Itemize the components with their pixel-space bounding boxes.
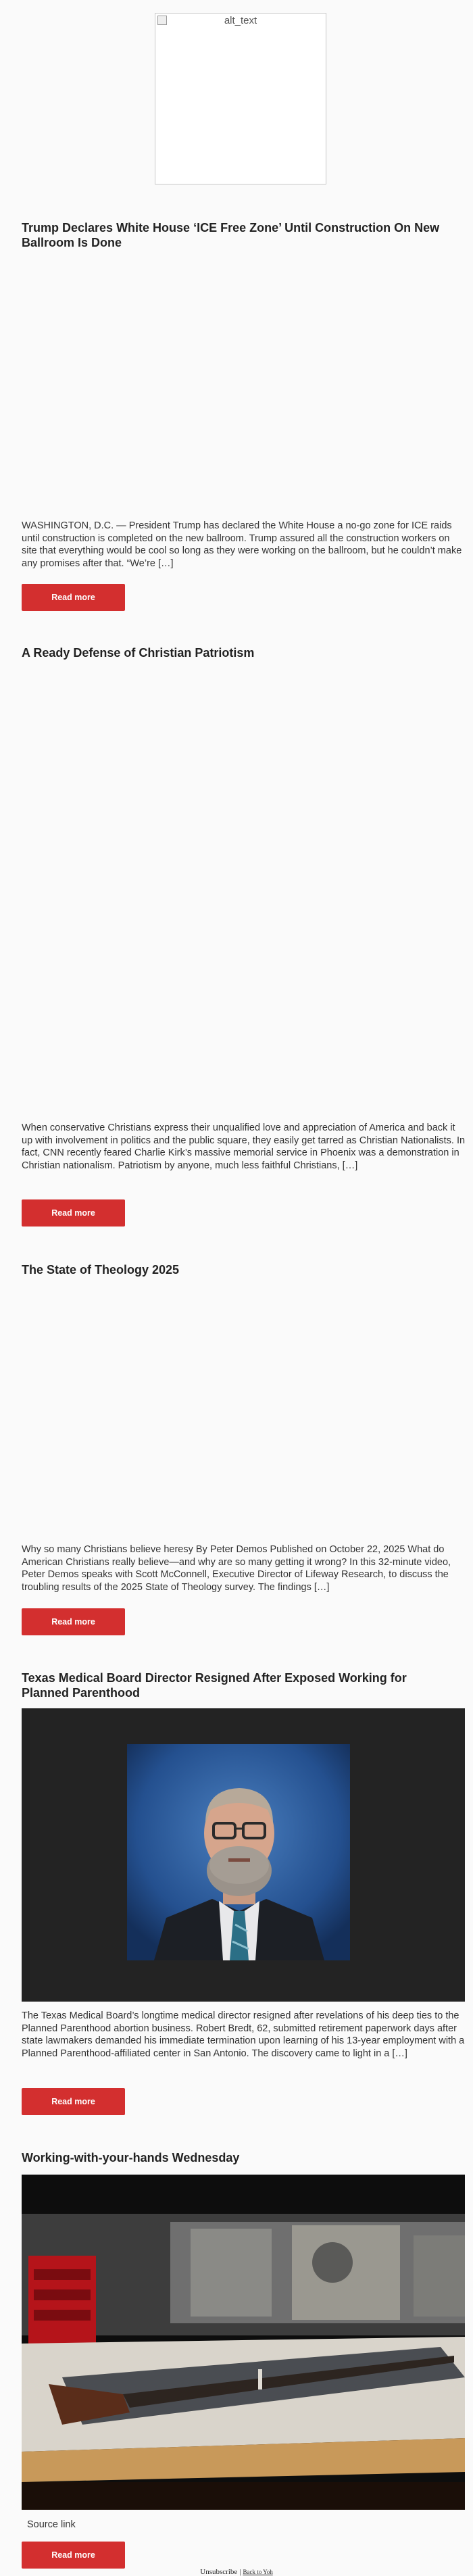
- footer-separator: |: [239, 2568, 241, 2576]
- back-link[interactable]: Back to Yoh: [243, 2569, 273, 2575]
- portrait-photo: [22, 1708, 465, 2002]
- logo-alt-text: alt_text: [224, 15, 257, 26]
- post-title[interactable]: Trump Declares White House ‘ICE Free Zone’ Until Construction On New Ballroom Is Done: [22, 221, 440, 249]
- post-title[interactable]: Texas Medical Board Director Resigned After Exposed Working for Planned Parenthood: [22, 1671, 407, 1700]
- read-more-button[interactable]: Read more: [22, 2088, 125, 2115]
- workshop-photo: [22, 2175, 465, 2510]
- post-image-portrait[interactable]: [22, 1708, 465, 2002]
- post-excerpt: The Texas Medical Board’s longtime medical director resigned after revelations of his deep ties to the Planned Parenthood abortion business. Robert Bredt, 62, submitted retirement paperwork days after state lawmakers demanded his immediate termination upon learning of his 13-year employment with a Planned Parenthood-affiliated center in San Antonio. The discovery came to light in a […]: [22, 2010, 465, 2059]
- read-more-button[interactable]: Read more: [22, 584, 125, 611]
- post-title[interactable]: A Ready Defense of Christian Patriotism: [22, 646, 255, 660]
- read-more-button[interactable]: Read more: [22, 1199, 125, 1227]
- post-excerpt: Why so many Christians believe heresy By Peter Demos Published on October 22, 2025 What do American Christians really believe—and why are so many getting it wrong? In this 32-minute video, Peter Demos speaks with Scott McConnell, Executive Director of Lifeway Research, to discuss the troubling results of the 2025 State of Theology survey. The findings […]: [22, 1544, 451, 1593]
- unsubscribe-link[interactable]: Unsubscribe: [200, 2568, 238, 2576]
- read-more-button[interactable]: Read more: [22, 1608, 125, 1635]
- post-image-workshop[interactable]: [22, 2175, 465, 2510]
- source-link[interactable]: Source link: [27, 2519, 76, 2530]
- read-more-button[interactable]: Read more: [22, 2542, 125, 2569]
- post-excerpt: When conservative Christians express their unqualified love and appreciation of America and back it up with involvement in politics and the public square, they easily get tarred as Christian Nationalists. In fact, CNN recently feared Charlie Kirk’s massive memorial service in Phoenix was a demonstration in Christian nationalism. Patriotism by anyone, much less faithful Christians, […]: [22, 1122, 466, 1171]
- post-excerpt: WASHINGTON, D.C. — President Trump has declared the White House a no-go zone for ICE raids until construction is completed on the new ballroom. Trump assured all the construction workers on site that everything would be cool so long as they were working on the ballroom, but he couldn’t make any promises after that. “We’re […]: [22, 520, 462, 569]
- post-title[interactable]: Working-with-your-hands Wednesday: [22, 2151, 240, 2164]
- footer: [0, 2568, 473, 2576]
- logo-image: [155, 13, 326, 184]
- post-title[interactable]: The State of Theology 2025: [22, 1263, 180, 1277]
